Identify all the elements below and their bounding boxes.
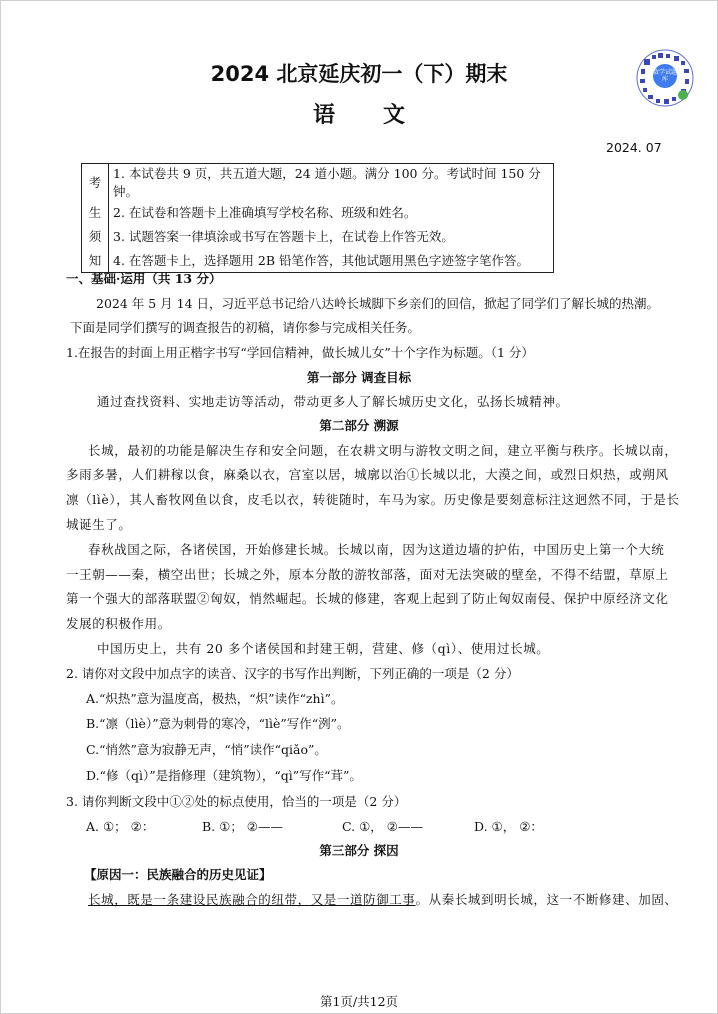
notice-label: 须 bbox=[82, 224, 109, 248]
notice-item: 4. 在答题卡上，选择题用 2B 铅笔作答，其他试题用黑色字迹签字笔作答。 bbox=[109, 248, 554, 273]
q3-option-d: D. ①， ②： bbox=[474, 819, 543, 834]
passage-line: 凛（lìè），其人畜牧网鱼以食，皮毛以衣，转徙随时，车马为家。历史像是要刻意标注这迥然不同，于是长 bbox=[66, 492, 680, 507]
part3-heading: 第三部分 探因 bbox=[319, 843, 399, 858]
passage-line: 发展的积极作用。 bbox=[66, 616, 171, 631]
candidate-notice-table bbox=[81, 163, 554, 273]
passage-line: 第一个强大的部落联盟②匈奴，悄然崛起。长城的修建，客观上起到了防止匈奴南侵、保护中原经济文化 bbox=[66, 591, 669, 606]
q3-option-a: A. ①； ②： bbox=[86, 819, 155, 834]
intro-paragraph: 下面是同学们撰写的调查报告的初稿，请你参与完成相关任务。 bbox=[70, 320, 421, 335]
exam-title: 2024 北京延庆初一（下）期末 bbox=[210, 62, 508, 86]
reason1-heading: 【原因一：民族融合的历史见证】 bbox=[84, 867, 272, 882]
part1-heading: 第一部分 调查目标 bbox=[306, 370, 412, 385]
reason1-underlined-text: 长城，既是一条建设民族融合的纽带，又是一道防御工事 bbox=[88, 892, 416, 907]
question-2: 2. 请你对文段中加点字的读音、汉字的书写作出判断，下列正确的一项是（2 分） bbox=[66, 666, 519, 681]
q3-option-c: C. ①， ②—— bbox=[342, 819, 423, 834]
notice-item: 1. 本试卷共 9 页，共五道大题，24 道小题。满分 100 分。考试时间 150 分钟。 bbox=[109, 164, 554, 201]
exam-subject: 语文 bbox=[312, 102, 453, 128]
exam-date: 2024. 07 bbox=[606, 140, 662, 155]
part1-text: 通过查找资料、实地走访等活动，带动更多人了解长城历史文化，弘扬长城精神。 bbox=[97, 394, 569, 409]
reason1-line bbox=[88, 890, 678, 908]
q2-option-d: D.“修（qì）”是指修理（建筑物），“qì”写作“茸”。 bbox=[86, 768, 362, 783]
passage-line: 中国历史上，共有 20 多个诸侯国和封建王朝，营建、修（qì）、使用过长城。 bbox=[97, 641, 550, 656]
qr-code-logo bbox=[636, 49, 694, 107]
passage-line: 春秋战国之际，各诸侯国，开始修建长城。长城以南，因为这道边墙的护佑，中国历史上第一个大统 bbox=[88, 542, 665, 557]
notice-label: 知 bbox=[82, 248, 109, 273]
notice-label: 考 bbox=[82, 164, 109, 201]
q3-option-b: B. ①； ②—— bbox=[202, 819, 284, 834]
notice-item: 3. 试题答案一律填涂或书写在答题卡上，在试卷上作答无效。 bbox=[109, 224, 554, 248]
passage-line: 城诞生了。 bbox=[66, 517, 132, 532]
q2-option-c: C.“悄然”意为寂静无声，“悄”读作“qiǎo”。 bbox=[86, 742, 327, 757]
q2-option-b: B.“凛（lìè）”意为刺骨的寒冷，“lìè”写作“洌”。 bbox=[86, 716, 350, 731]
notice-item: 2. 在试卷和答题卡上准确填写学校名称、班级和姓名。 bbox=[109, 200, 554, 224]
passage-line: 长城，最初的功能是解决生存和安全问题，在农耕文明与游牧文明之间，建立平衡与秩序。长城以南， bbox=[88, 443, 678, 458]
reason1-rest-text: 。从秦长城到明长城，这一不断修建、加固、 bbox=[415, 892, 678, 907]
passage-line: 多雨多暑，人们耕稼以食，麻桑以衣，宫室以居，城廓以治①长城以北，大漠之间，或烈日炽热，或朔风 bbox=[66, 467, 669, 482]
passage-line: 一王朝——秦，横空出世；长城之外，原本分散的游牧部落，面对无法突破的壁垒，不得不结盟，草原上 bbox=[66, 567, 669, 582]
qr-logo-text: 数学试题库 bbox=[653, 69, 678, 83]
question-1: 1.在报告的封面上用正楷字书写“学回信精神，做长城儿女”十个字作为标题。（1 分） bbox=[66, 345, 534, 360]
question-3: 3. 请你判断文段中①②处的标点使用，恰当的一项是（2 分） bbox=[66, 794, 407, 809]
q2-option-a: A.“炽热”意为温度高，极热，“炽”读作“zhì”。 bbox=[86, 691, 344, 706]
section1-heading: 一、基础·运用（共 13 分） bbox=[66, 271, 222, 286]
intro-paragraph: 2024 年 5 月 14 日，习近平总书记给八达岭长城脚下乡亲们的回信，掀起了同学们了解长城的热潮。 bbox=[96, 296, 660, 311]
page-number-footer: 第1页/共12页 bbox=[319, 994, 399, 1009]
part2-heading: 第二部分 溯源 bbox=[319, 418, 399, 433]
notice-label: 生 bbox=[82, 200, 109, 224]
